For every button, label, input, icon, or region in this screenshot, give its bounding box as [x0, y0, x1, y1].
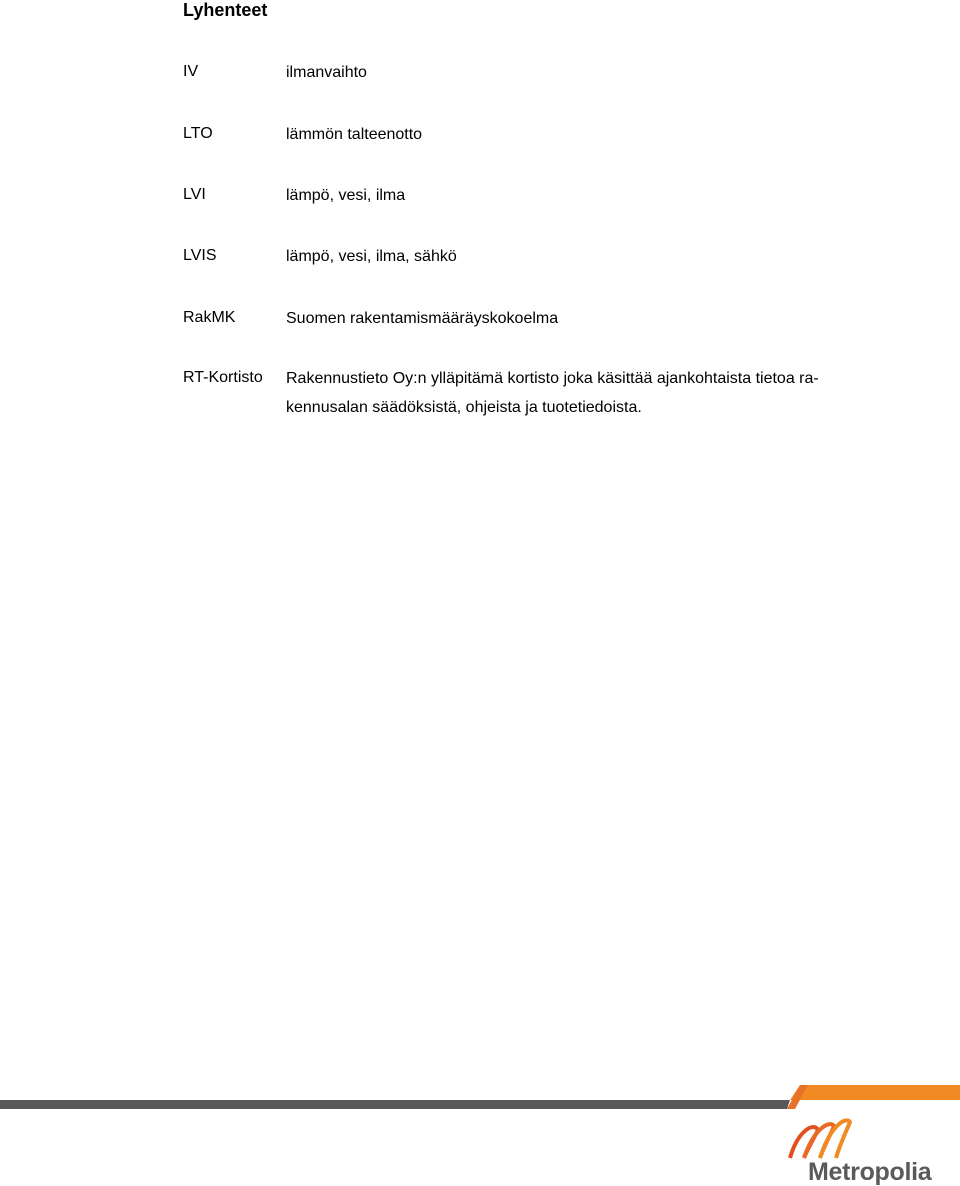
footer-bar	[0, 1083, 960, 1113]
section-heading: Lyhenteet	[183, 0, 268, 20]
abbreviation-definition: lämpö, vesi, ilma, sähkö	[286, 248, 457, 265]
abbreviation-term: LTO	[183, 125, 213, 142]
abbreviation-definition: lämpö, vesi, ilma	[286, 187, 406, 204]
abbreviation-definition: ilmanvaihto	[286, 64, 367, 81]
abbreviation-definition: Rakennustieto Oy:n ylläpitämä kortisto joka käsittää ajankohtaista tietoa ra-kennusalan säädöksistä, ohjeista ja tuotetiedoista.	[286, 370, 819, 416]
abbreviation-term: RakMK	[183, 309, 236, 326]
footer-orange-wedge	[790, 1085, 960, 1100]
abbreviation-term: RT-Kortisto	[183, 369, 263, 386]
abbreviation-term: LVI	[183, 186, 206, 203]
abbreviation-term: IV	[183, 63, 199, 80]
abbreviation-definition: lämmön talteenotto	[286, 126, 423, 143]
abbreviation-term: LVIS	[183, 247, 217, 264]
abbreviation-definition: Suomen rakentamismääräyskokoelma	[286, 310, 559, 327]
metropolia-logo-text: Metropolia	[808, 1158, 932, 1186]
footer-gray-stripe	[0, 1100, 790, 1109]
